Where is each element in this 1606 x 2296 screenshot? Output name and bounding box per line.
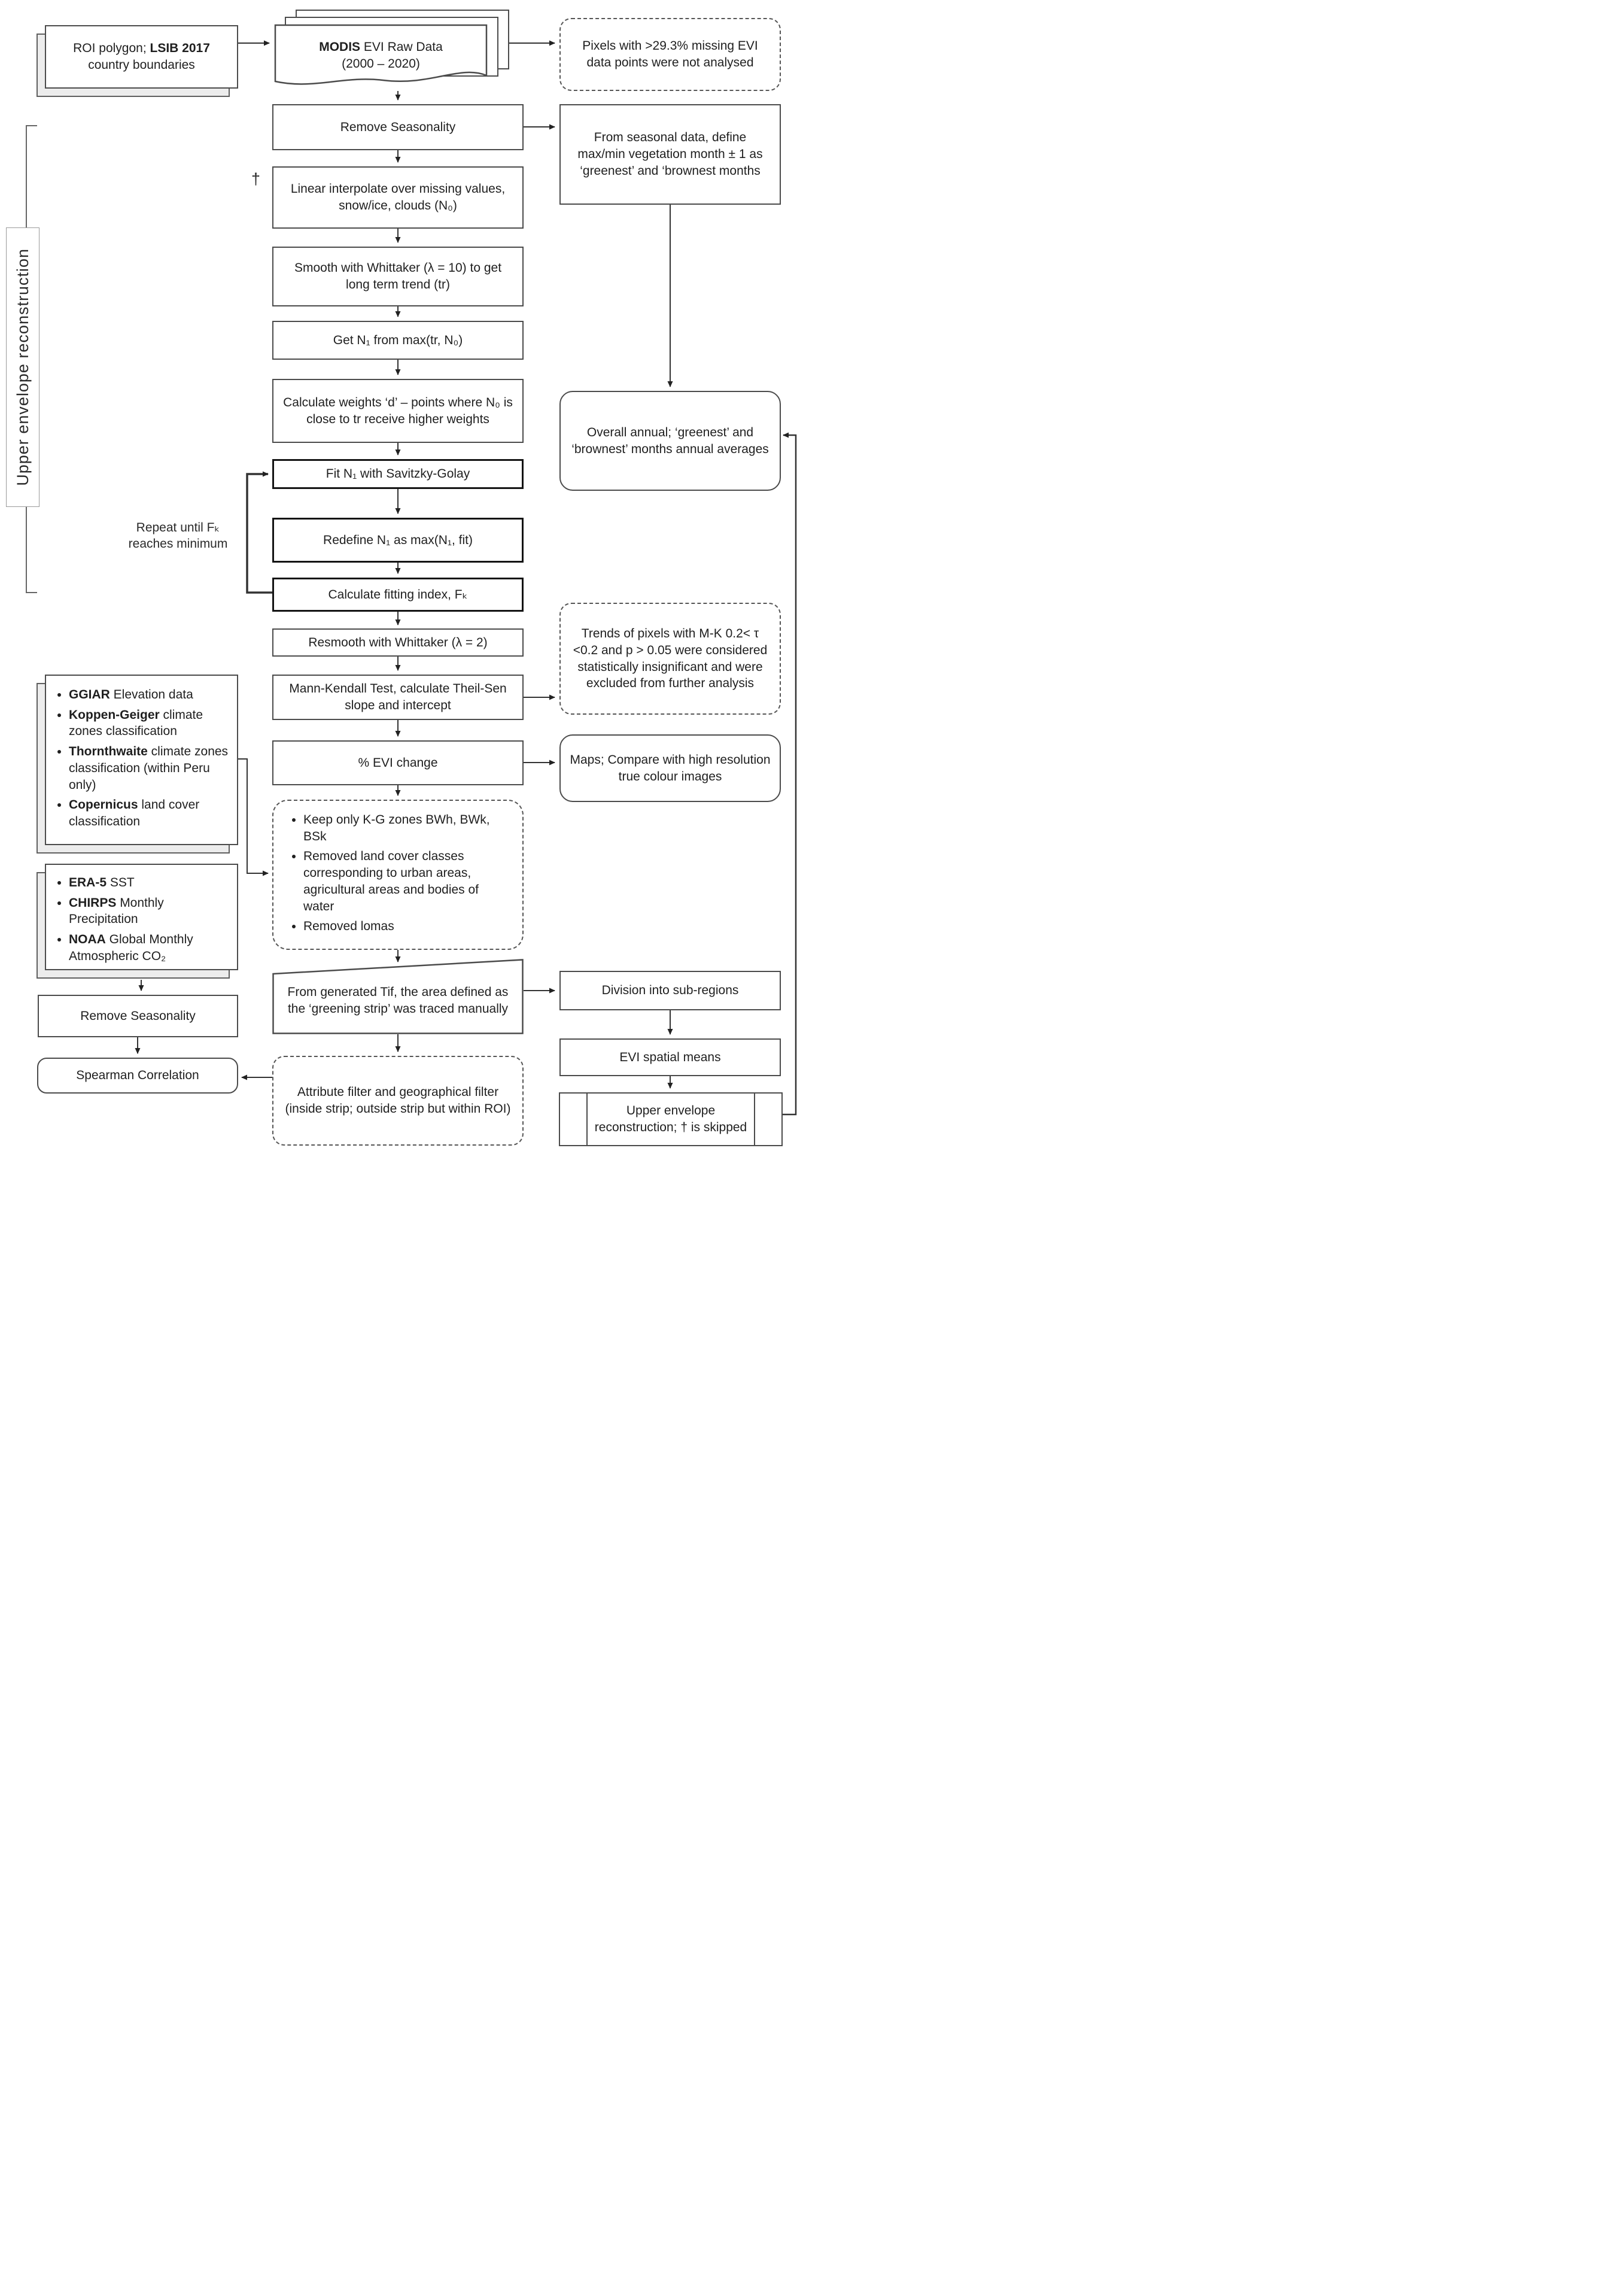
aux-data1-list [51,687,231,834]
node-attribute-filter [272,1056,524,1146]
node-roi-polygon [45,25,238,89]
node-from-tif [272,959,524,1034]
node-upper-env-skipped-label: Upper envelope reconstruction; † is skipped [594,1104,747,1134]
node-overall-annual-label: Overall annual; ‘greenest’ and ‘brownest’ months annual averages [571,425,769,456]
node-mann-kendall [272,675,524,720]
arrow-auxdata1-to-kgfilter [238,759,268,873]
node-seasonal-define [559,104,781,205]
node-trends-insignificant [559,603,781,715]
node-evi-change-label: % EVI change [358,755,438,770]
loop-calcfit-to-fit [247,474,272,593]
kg-filter-list [285,812,512,939]
node-trends-insignificant-label: Trends of pixels with M-K 0.2< τ <0.2 and p > 0.05 were considered statistically insignificant and were excluded from further analysis [573,627,768,691]
node-pixels-excluded [559,18,781,91]
node-smooth-whittaker [272,247,524,306]
node-linear-interpolate [272,166,524,229]
node-evi-spatial-means [559,1038,781,1076]
aux-data2-item: • NOAA Global Monthly Atmospheric CO₂ [69,931,231,964]
node-maps-compare [559,734,781,802]
upper-envelope-section-label-text: Upper envelope reconstruction [13,248,32,486]
node-calc-weights-label: Calculate weights ‘d’ – points where N₀ is close to tr receive higher weights [283,395,513,426]
aux-data2-item: • ERA-5 SST [69,874,231,891]
aux-data1-item: • GGIAR Elevation data [69,687,231,703]
node-maps-compare-label: Maps; Compare with high resolution true colour images [570,752,771,783]
node-division-subregions-label: Division into sub-regions [601,983,739,998]
predefined-process-right-line [754,1094,755,1145]
node-fit-savitzky-golay [272,459,524,489]
flowchart-page [0,0,803,1148]
node-smooth-whittaker-label: Smooth with Whittaker (λ = 10) to get long term trend (tr) [294,261,502,291]
node-roi-polygon-label: ROI polygon; LSIB 2017 country boundaries [73,41,210,72]
node-evi-change [272,740,524,785]
node-remove-seasonality-left-label: Remove Seasonality [80,1009,196,1023]
node-redefine-n1-label: Redefine N₁ as max(N₁, fit) [323,533,473,547]
aux-data1-item: • Koppen-Geiger climate zones classification [69,707,231,740]
aux-data1-item: • Copernicus land cover classification [69,797,231,830]
node-calc-fitting-index [272,578,524,612]
node-redefine-n1 [272,518,524,563]
node-remove-seasonality-top [272,104,524,150]
node-remove-seasonality-left [38,995,238,1037]
node-mann-kendall-label: Mann-Kendall Test, calculate Theil-Sen slope and intercept [289,682,507,712]
node-pixels-excluded-label: Pixels with >29.3% missing EVI data points were not analysed [582,39,758,69]
node-kg-filter [272,800,524,950]
node-overall-annual [559,391,781,491]
node-spearman [37,1058,238,1094]
node-fit-savitzky-golay-label: Fit N₁ with Savitzky-Golay [326,467,470,481]
feedback-upperenv-to-overall [783,435,796,1114]
node-calc-fitting-index-label: Calculate fitting index, Fₖ [328,587,468,602]
upper-envelope-section-label [6,227,39,507]
node-resmooth-label: Resmooth with Whittaker (λ = 2) [308,635,488,649]
node-remove-seasonality-top-label: Remove Seasonality [340,120,456,134]
repeat-loop-label: Repeat until Fₖ reaches minimum [128,521,228,551]
node-attribute-filter-label: Attribute filter and geographical filter (inside strip; outside strip but within ROI) [285,1085,511,1116]
node-get-n1-label: Get N₁ from max(tr, N₀) [333,333,463,347]
node-aux-data1 [45,675,238,845]
node-calc-weights [272,379,524,443]
node-get-n1 [272,321,524,360]
node-modis-raw-data [274,24,488,95]
kg-filter-item: • Keep only K-G zones BWh, BWk, BSk [303,812,512,845]
predefined-process-left-line [586,1094,588,1145]
aux-data2-list [51,874,231,968]
kg-filter-item: • Removed land cover classes corresponding to urban areas, agricultural areas and bodies of water [303,848,512,915]
node-evi-spatial-means-label: EVI spatial means [619,1050,721,1064]
kg-filter-item: • Removed lomas [303,918,512,935]
node-from-tif-label: From generated Tif, the area defined as the ‘greening strip’ was traced manually [287,985,509,1016]
node-division-subregions [559,971,781,1010]
node-spearman-label: Spearman Correlation [76,1068,199,1083]
node-modis-raw-data-label: MODIS EVI Raw Data (2000 – 2020) [319,40,443,71]
aux-data1-item: • Thornthwaite climate zones classification (within Peru only) [69,743,231,793]
node-upper-env-skipped [559,1092,783,1146]
dagger-symbol: † [251,170,261,188]
node-seasonal-define-label: From seasonal data, define max/min vegetation month ± 1 as ‘greenest’ and ‘brownest months [577,130,763,178]
node-linear-interpolate-label: Linear interpolate over missing values, snow/ice, clouds (N₀) [290,182,506,212]
aux-data2-item: • CHIRPS Monthly Precipitation [69,895,231,928]
node-resmooth [272,628,524,657]
node-aux-data2 [45,864,238,970]
